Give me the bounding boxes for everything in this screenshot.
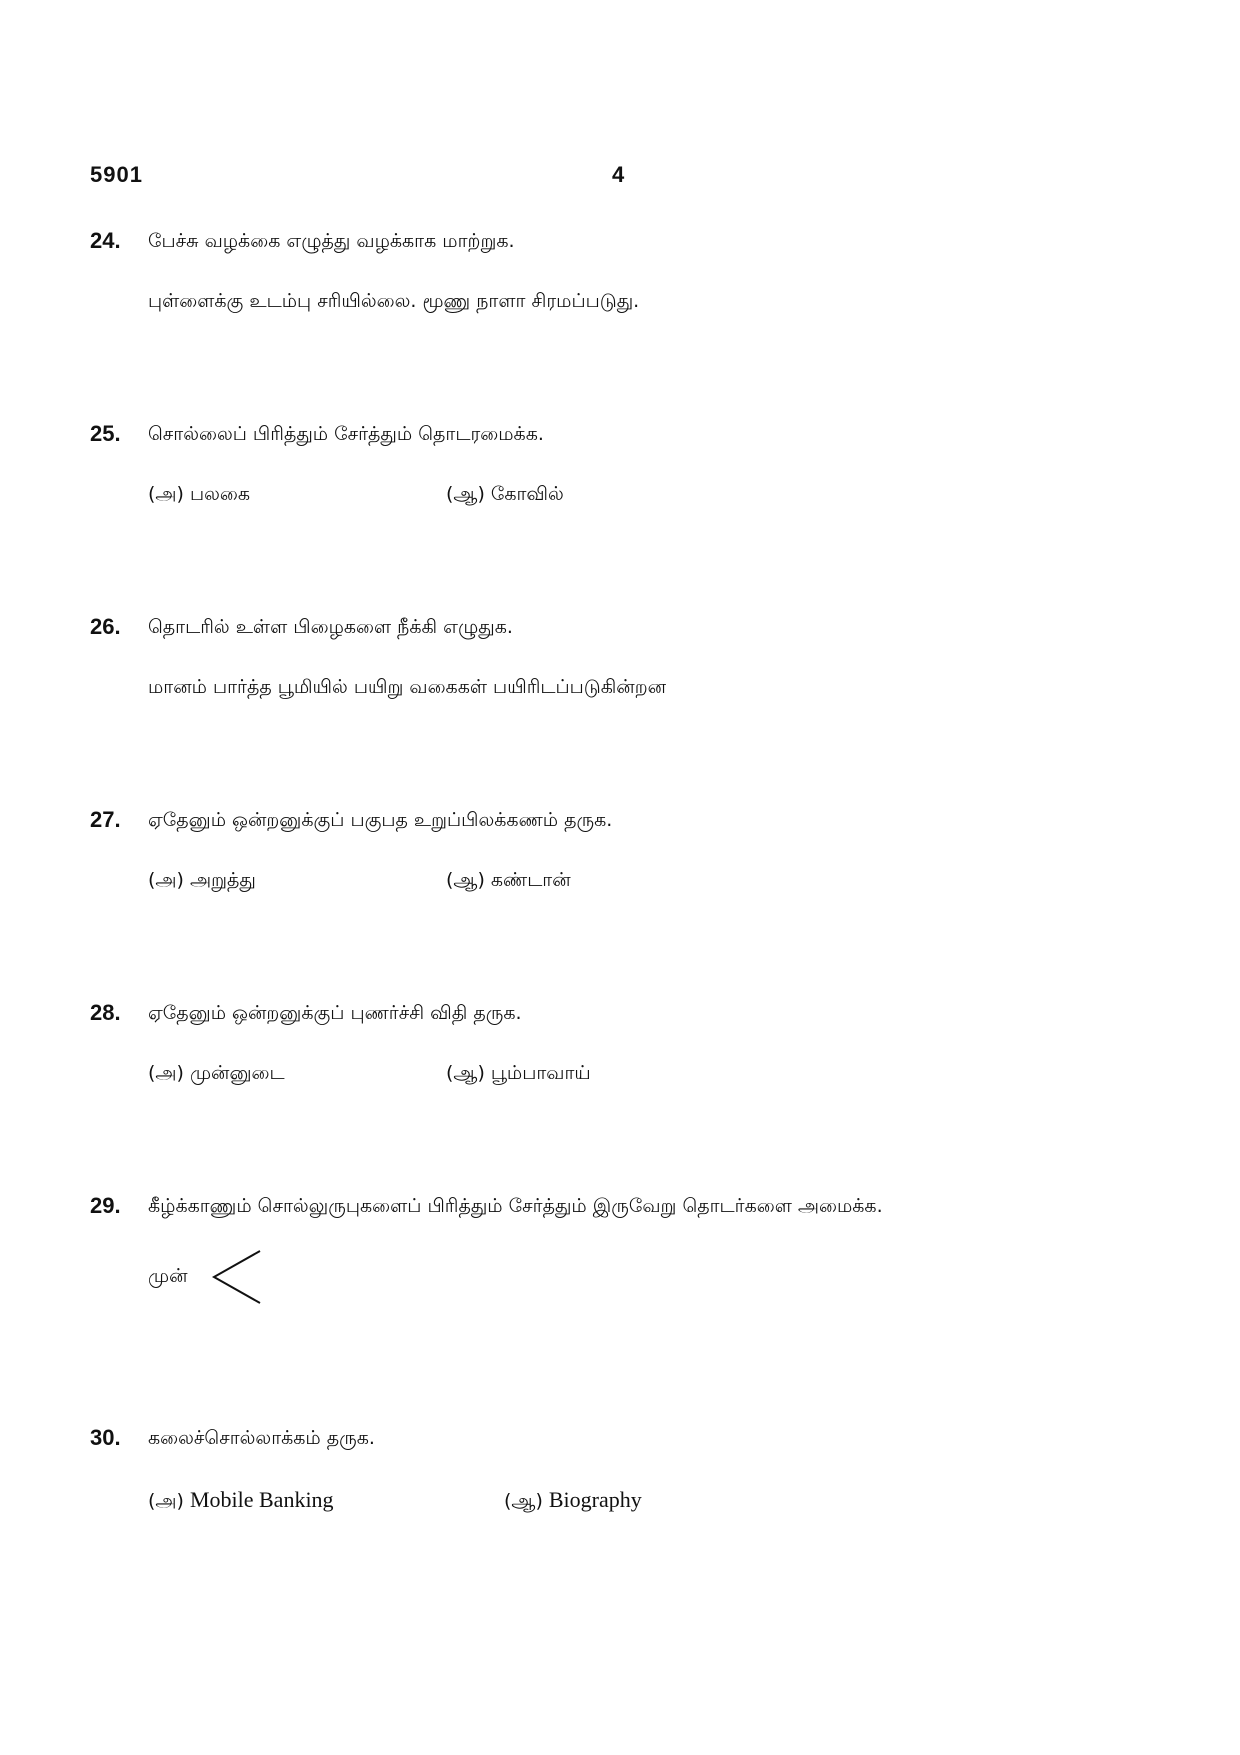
angle-bracket-icon [210, 1249, 264, 1305]
option-a [148, 1487, 334, 1515]
question-30 [90, 1425, 1170, 1521]
question-25 [90, 421, 1170, 517]
option-row [148, 1487, 1170, 1521]
paper-code: 5901 [90, 162, 143, 187]
question-29 [90, 1193, 1170, 1305]
option-value: கண்டான் [490, 869, 571, 891]
split-word: முன் [148, 1265, 188, 1287]
option-b [446, 483, 564, 508]
option-value: முன்னுடை [189, 1062, 285, 1084]
question-body: மானம் பார்த்த பூமியில் பயிறு வகைகள் பயிரிடப்படுகின்றன [148, 676, 667, 698]
option-label: (ஆ) [446, 483, 485, 505]
option-label: (அ) [148, 1490, 184, 1512]
question-number: 28. [90, 1000, 121, 1025]
question-number: 25. [90, 421, 121, 446]
option-row [148, 1062, 1170, 1096]
question-text: தொடரில் உள்ள பிழைகளை நீக்கி எழுதுக. [148, 616, 513, 638]
option-row [148, 483, 1170, 517]
question-27 [90, 807, 1170, 903]
option-a [148, 483, 250, 508]
option-label: (ஆ) [446, 869, 485, 891]
option-b [446, 1062, 591, 1087]
question-24 [90, 228, 1170, 324]
question-26 [90, 614, 1170, 710]
option-label: (ஆ) [446, 1062, 485, 1084]
option-a [148, 1062, 285, 1087]
option-value: Biography [548, 1487, 642, 1512]
question-text: சொல்லைப் பிரித்தும் சேர்த்தும் தொடரமைக்க. [148, 423, 544, 445]
question-number: 29. [90, 1193, 121, 1218]
option-value: அறுத்து [189, 869, 256, 891]
question-body: புள்ளைக்கு உடம்பு சரியில்லை. மூணு நாளா சிரமப்படுது. [148, 290, 640, 312]
option-label: (அ) [148, 869, 184, 891]
question-text: கீழ்க்காணும் சொல்லுருபுகளைப் பிரித்தும் சேர்த்தும் இருவேறு தொடர்களை அமைக்க. [148, 1195, 883, 1217]
split-word-diagram [148, 1249, 1170, 1305]
question-text: பேச்சு வழக்கை எழுத்து வழக்காக மாற்றுக. [148, 230, 515, 252]
option-label: (ஆ) [504, 1490, 543, 1512]
question-number: 24. [90, 228, 121, 253]
option-b [504, 1487, 642, 1515]
question-28 [90, 1000, 1170, 1096]
question-text: கலைச்சொல்லாக்கம் தருக. [148, 1427, 375, 1449]
page-header [0, 162, 1240, 198]
question-number: 26. [90, 614, 121, 639]
question-number: 27. [90, 807, 121, 832]
option-label: (அ) [148, 483, 184, 505]
question-text: ஏதேனும் ஒன்றனுக்குப் பகுபத உறுப்பிலக்கணம் தருக. [148, 809, 613, 831]
page-number: 4 [612, 162, 625, 187]
option-a [148, 869, 256, 894]
option-value: பூம்பாவாய் [490, 1062, 591, 1084]
option-label: (அ) [148, 1062, 184, 1084]
option-value: கோவில் [490, 483, 564, 505]
question-text: ஏதேனும் ஒன்றனுக்குப் புணர்ச்சி விதி தருக. [148, 1002, 522, 1024]
question-number: 30. [90, 1425, 121, 1450]
option-row [148, 869, 1170, 903]
option-b [446, 869, 571, 894]
option-value: Mobile Banking [189, 1487, 334, 1512]
option-value: பலகை [189, 483, 250, 505]
